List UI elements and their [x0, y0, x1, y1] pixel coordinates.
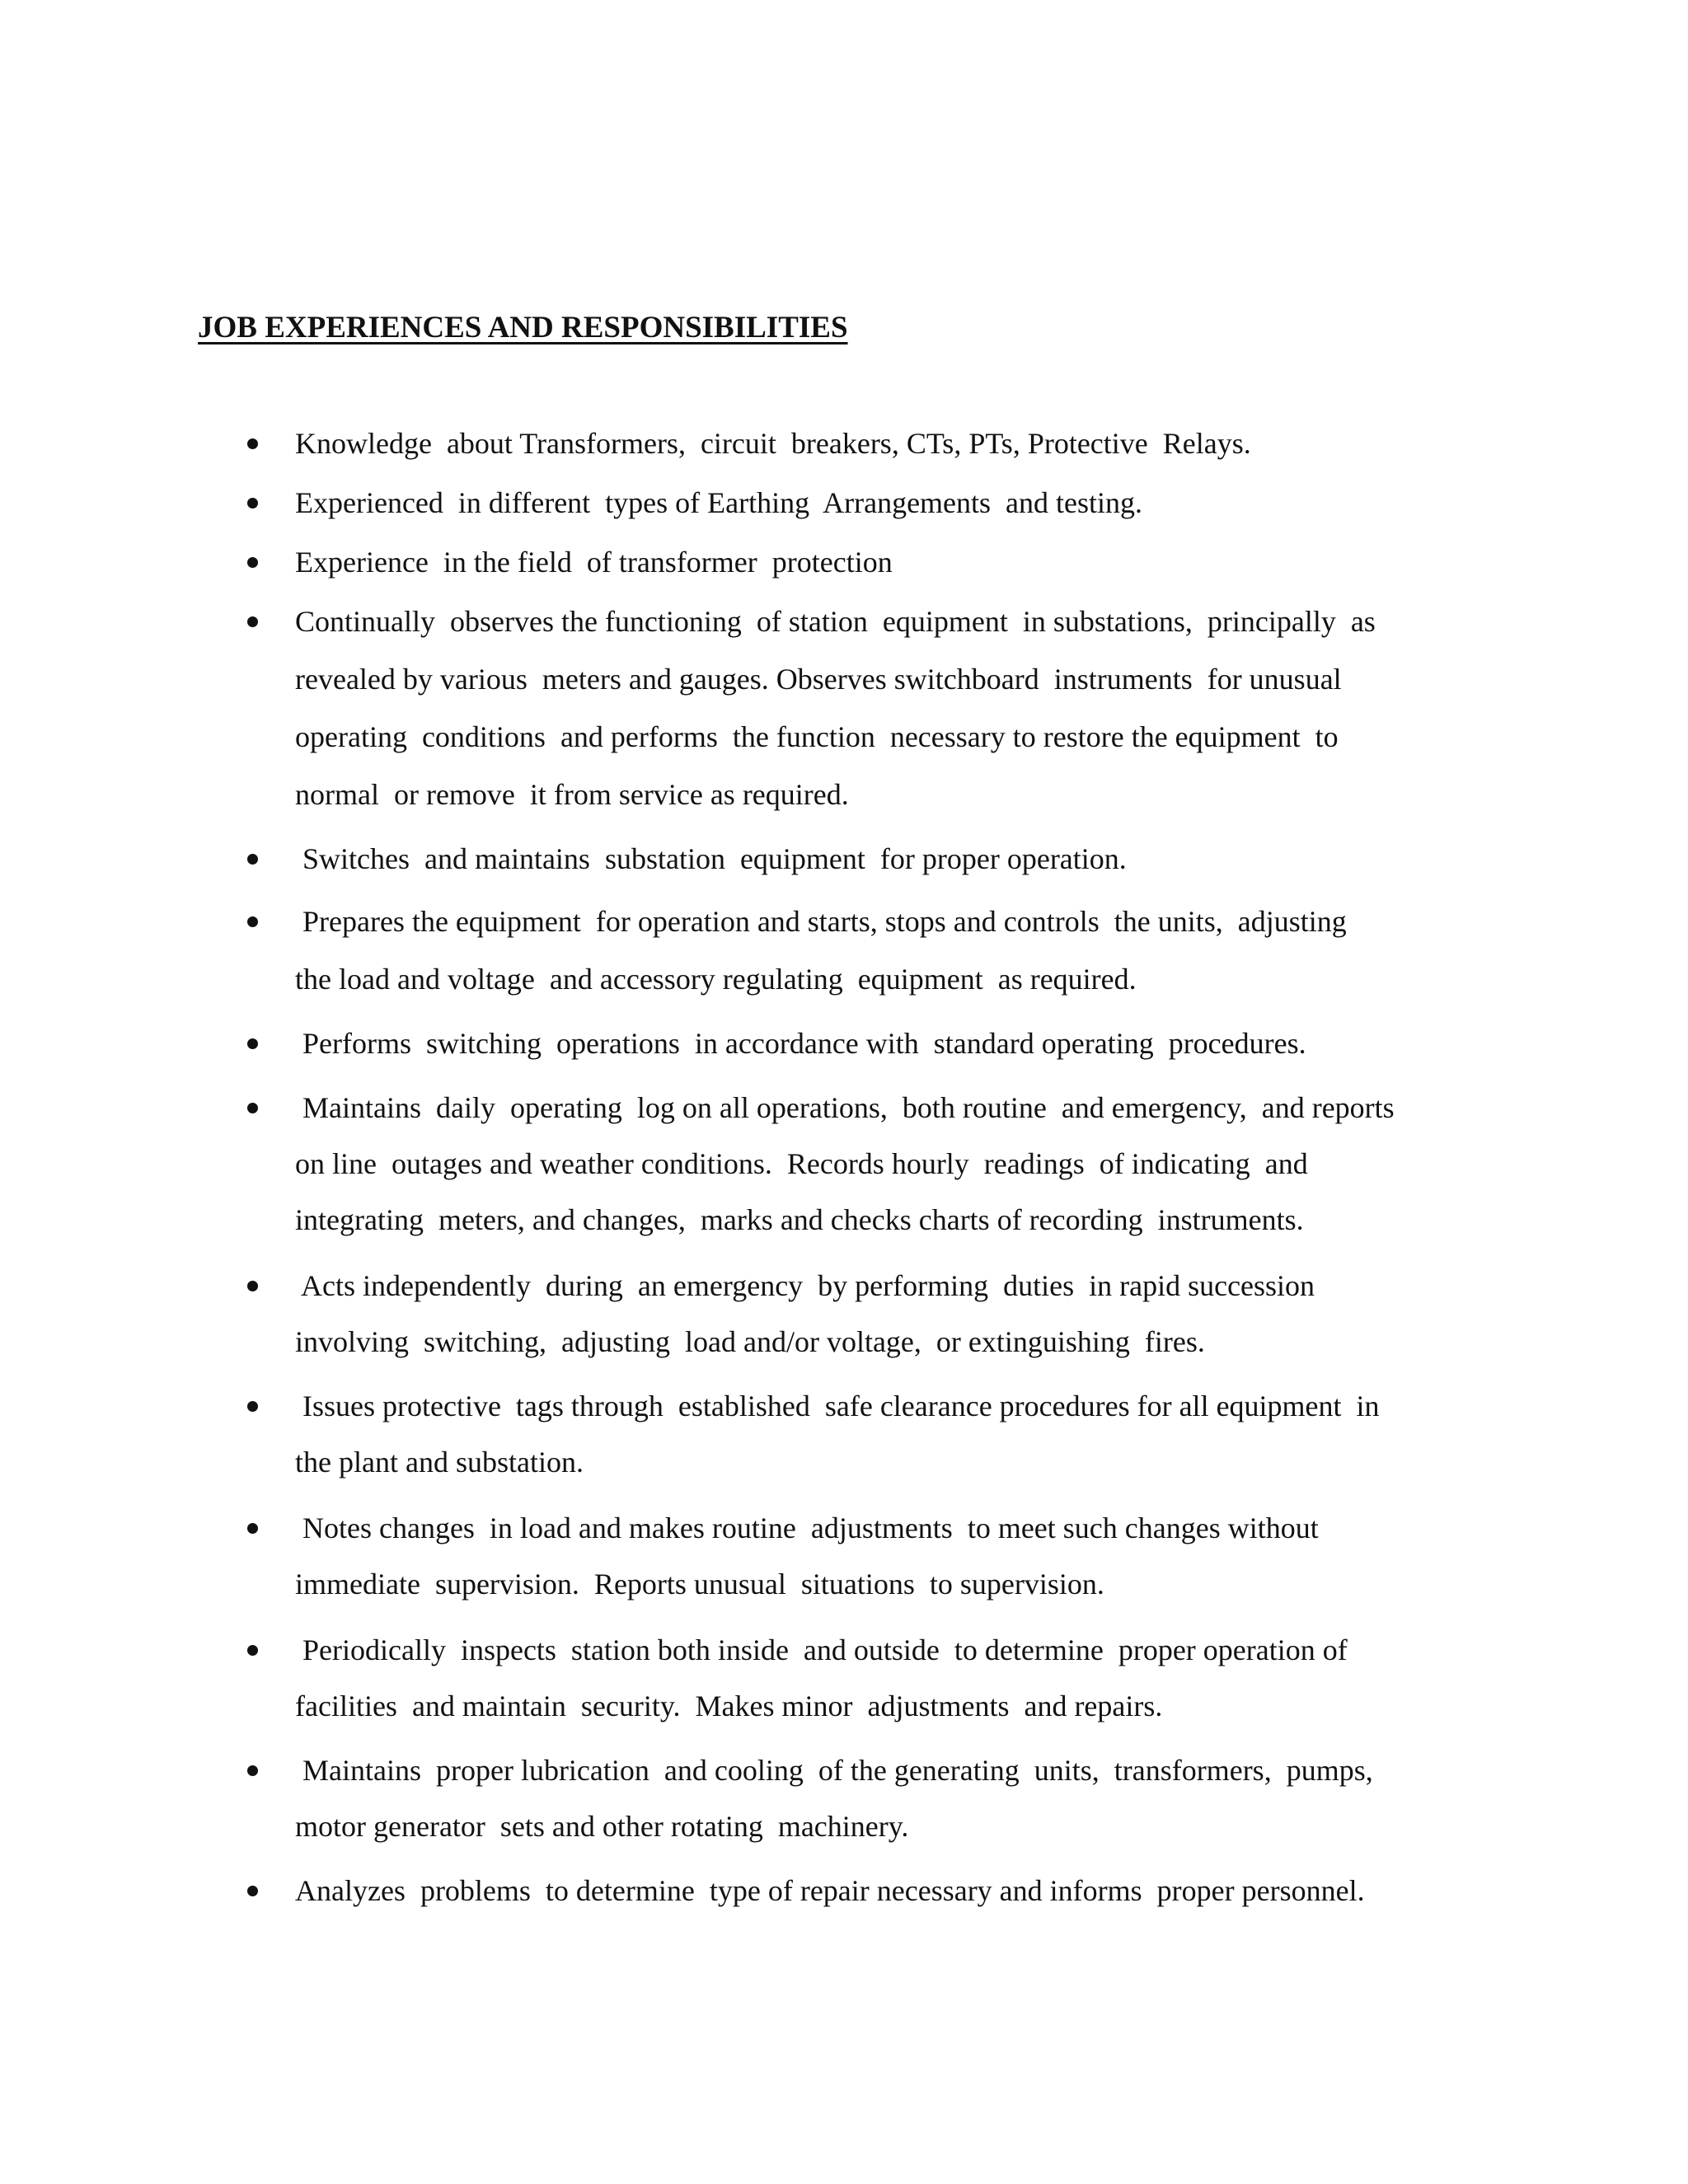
list-item-line: Periodically inspects station both inside and outside to determine proper operation of	[295, 1633, 1348, 1666]
bullet-icon	[246, 438, 262, 455]
list-item-line: operating conditions and performs the function necessary to restore the equipment to	[295, 720, 1339, 753]
list-item-line: Switches and maintains substation equipment for proper operation.	[295, 842, 1127, 875]
list-item-line: Maintains daily operating log on all operations, both routine and emergency, and reports	[295, 1091, 1395, 1124]
list-item-line: facilities and maintain security. Makes minor adjustments and repairs.	[295, 1690, 1163, 1722]
bullet-icon	[246, 616, 262, 633]
list-item-line: the plant and substation.	[295, 1446, 584, 1479]
list-item-line: integrating meters, and changes, marks and checks charts of recording instruments.	[295, 1203, 1304, 1236]
bullet-icon	[246, 916, 262, 933]
bullet-icon	[246, 1103, 262, 1119]
list-item-line: motor generator sets and other rotating machinery.	[295, 1810, 909, 1843]
bullet-icon	[246, 1765, 262, 1782]
list-item-line: Knowledge about Transformers, circuit breakers, CTs, PTs, Protective Relays.	[295, 427, 1251, 460]
section-heading: JOB EXPERIENCES AND RESPONSIBILITIES	[198, 311, 848, 344]
list-item-line: on line outages and weather conditions. Records hourly readings of indicating and	[295, 1147, 1308, 1180]
list-item-line: Maintains proper lubrication and cooling of the generating units, transformers, pumps,	[295, 1754, 1373, 1787]
bullet-icon	[246, 1523, 262, 1540]
list-item-line: immediate supervision. Reports unusual situations to supervision.	[295, 1568, 1104, 1601]
list-item-line: Issues protective tags through established safe clearance procedures for all equipment in	[295, 1390, 1380, 1422]
bullet-icon	[246, 1886, 262, 1902]
bullet-icon	[246, 498, 262, 514]
bullet-icon	[246, 1645, 262, 1661]
list-item-line: Continually observes the functioning of station equipment in substations, principally as	[295, 605, 1376, 638]
list-item-line: the load and voltage and accessory regulating equipment as required.	[295, 963, 1137, 996]
list-item-line: involving switching, adjusting load and/or voltage, or extinguishing fires.	[295, 1325, 1205, 1358]
bullet-icon	[246, 1038, 262, 1055]
bullet-icon	[246, 1401, 262, 1418]
list-item-line: Performs switching operations in accordance with standard operating procedures.	[295, 1027, 1306, 1060]
list-item-line: revealed by various meters and gauges. Observes switchboard instruments for unusual	[295, 663, 1342, 696]
list-item-line: Experienced in different types of Earthing Arrangements and testing.	[295, 486, 1143, 519]
list-item-line: Analyzes problems to determine type of repair necessary and informs proper personnel.	[295, 1874, 1365, 1907]
bullet-icon	[246, 1281, 262, 1297]
list-item-line: Experience in the field of transformer protection	[295, 546, 893, 579]
list-item-line: Acts independently during an emergency by performing duties in rapid succession	[295, 1269, 1315, 1302]
bullet-icon	[246, 557, 262, 574]
list-item-line: normal or remove it from service as required.	[295, 778, 849, 811]
list-item-line: Prepares the equipment for operation and starts, stops and controls the units, adjusting	[295, 905, 1347, 938]
bullet-icon	[246, 854, 262, 870]
list-item-line: Notes changes in load and makes routine adjustments to meet such changes without	[295, 1511, 1319, 1544]
